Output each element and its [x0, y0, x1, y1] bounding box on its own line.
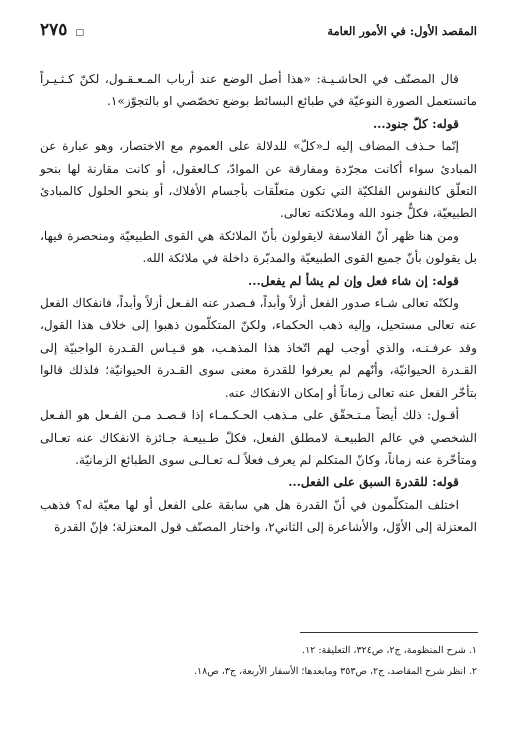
main-text: [40, 68, 477, 539]
footnote-divider: [300, 632, 478, 633]
footnote: ٢. انظر شرح المقاصد، ج٢، ص٣٥٣ ومابعدها؛ الأسفار الأربعة، ج٣، ص١٨.: [193, 666, 477, 677]
running-header: [40, 20, 477, 42]
paragraph: ومن هنا ظهر أنّ الفلاسفة لايقولون بأنّ الملائكة هي القوى الطبيعيّة ومنحصرة فيها، بل يقولون بأنّ جميع القوى الطبيعيّة والمدبّرة داخلة في ملائكة الله.: [40, 228, 477, 266]
footnote: ١. شرح المنظومة، ج٢، ص٣٢٤، التعليقة: ١٢.: [302, 645, 477, 656]
header-title: [327, 24, 477, 38]
paragraph: إنّما حـذف المضاف إليه لـ«كلّ» للدلالة على العموم مع الاختصار، وهو عبارة عن المبادئ سواء أكانت مجرّدة ومفارقة عن الموادّ، كـالعقول، أو كانت مقارنة لها بنحو التعلّق كالنفوس الفلكيّة التي تكون متعلّقات بأجسام الأفلاك، أو بنحو الحلول كالمبادئ الطبيعيّة، فكلٌّ جنود الله وملائكته تعالى.: [40, 139, 477, 221]
commentary-lemma: قوله: للقدرة السبق على الفعل...: [288, 475, 459, 490]
footnotes: [40, 640, 477, 682]
paragraph: ولكنّه تعالى شـاء صدور الفعل أزلاً وأبداً، فـصدر عنه الفـعل أزلاً وأبداً، فانفكاك الفعل عنه تعالى مستحيل، وإليه ذهب الحكماء، ولكنّ المتكلّمون ذهبوا إلى خلاف هذا القول، وقد عرفـتـه، والذي أوجب لهم اتّخاذ هذا المذهـب، هو قـيـاس القـدرة الواجبيّة إلى القـدرة الحيوانيّة، وأنّهم لم يعرفوا للقدرة معنى سوى القـدرة الحيوانيّة؛ فلذلك قالوا بتأخّر الفعل عنه تعالى زماناً أو إمكان الانفكاك عنه.: [40, 296, 477, 400]
page-number: ٢٧٥: [40, 20, 68, 40]
header-title-text: المقصد الأول: في الأمور العامة: [327, 24, 477, 38]
paragraph: اختلف المتكلّمون في أنّ القدرة هل هي سابقة على الفعل أو لها معيّة له؟ فذهب المعتزلة إلى الأوّل، والأشاعرة إلى الثاني٢، واختار المصنّف قول المعتزلة؛ فإنّ القدرة: [40, 497, 477, 535]
paragraph: قال المصنّف في الحاشـيـة: «هذا أصل الوضع عند أرباب المـعـقـول، لكنّ كـثـيـراً ماتستعمل الصورة النوعيّة في طبائع البسائط بوضع تخصّصي او بالتجوّز»١.: [40, 72, 477, 109]
header-page-number-group: [40, 20, 84, 40]
commentary-lemma: قوله: إن شاء فعل وإن لم يشأ لم يفعل...: [248, 273, 459, 288]
commentary-lemma: قوله: كلّ جنود...: [372, 116, 459, 131]
square-ornament-icon: □: [75, 28, 85, 38]
paragraph: أقـول: ذلك أيضاً مـتـحقّق على مـذهب الحـكـمـاء إذا قـصـد مـن الفـعل هو الفـعل الشخصي في عالم الطبيعـة لامطلق الفعل، فكلّ طـبيعـة جـائزة الانفكاك عنه تعـالى ومتأخّرة عنه زماناً، وكانّ المتكلم لم يعرف فعلاً لـه تعـالـى سوى الطبائع الزمانيّة.: [40, 408, 477, 467]
